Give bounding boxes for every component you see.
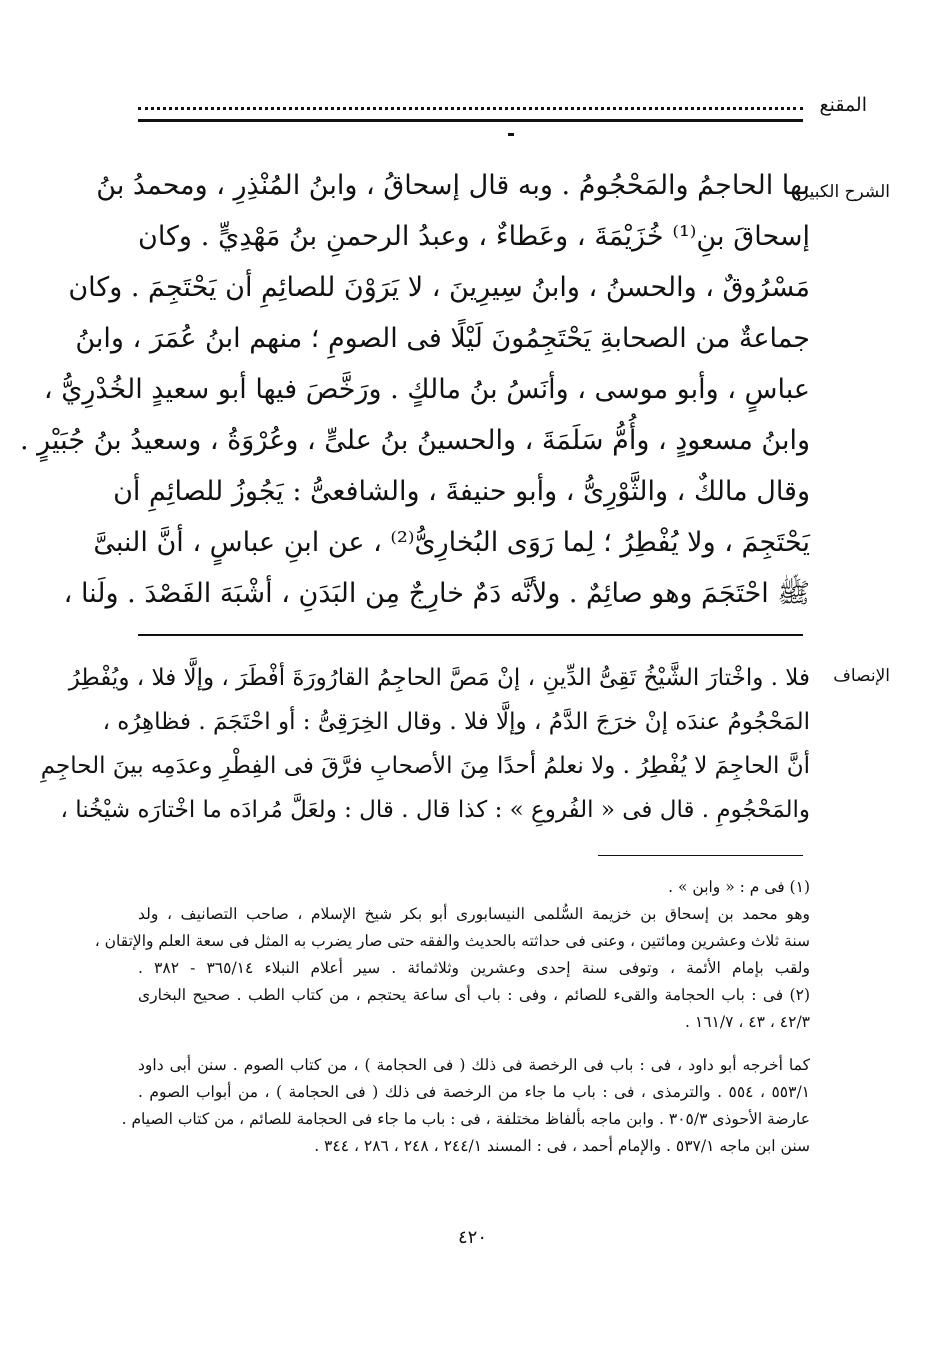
header-dotted-leader xyxy=(138,96,803,110)
main-line: ﷺ احْتَجَمَ وهو صائِمٌ . ولأنَّه دَمٌ خارِجٌ مِن البَدَنِ ، أشْبَهَ الفَصْدَ . ولَنا ، xyxy=(63,578,810,609)
footnote-separator xyxy=(598,855,803,856)
footnote-line: (١) فى م : « وابن » . xyxy=(668,878,810,896)
footnotes-block xyxy=(94,874,811,1160)
main-line: بها الحاجمُ والمَحْجُومُ . وبه قال إسحاقُ ، وابنُ المُنْذِرِ ، ومحمدُ بنُ xyxy=(96,170,810,201)
insaf-line: أنَّ الحاجِمَ لا يُفْطِرُ . ولا نعلمُ أحدًا مِنَ الأصحابِ فرَّقَ فى الفِطْرِ وعدَمِه بينَ الحاجِمِ xyxy=(40,753,810,779)
insaf-line: المَحْجُومُ عندَه إنْ خرَجَ الدَّمُ ، وإلَّا فلا . وقال الخِرَقِىُّ : أو احْتَجَمَ . فظاهِرُه ، xyxy=(102,709,810,735)
page-number: ٤٢٠ xyxy=(457,1227,487,1248)
main-line: وابنُ مسعودٍ ، وأُمُّ سَلَمَةَ ، والحسينُ بنُ علىٍّ ، وعُرْوَةُ ، وسعيدُ بنُ جُبَيْرٍ . xyxy=(19,425,810,456)
insaf-line: والمَحْجُومِ . قال فى « الفُروعِ » : كذا قال . قال : ولعَلَّ مُرادَه ما اخْتارَه شيْخُنا ، xyxy=(60,797,810,823)
main-line: إسحاقَ بنِ⁽¹⁾ خُزَيْمَةَ ، وعَطاءٌ ، وعبدُ الرحمنِ بنُ مَهْدِيٍّ . وكان xyxy=(138,221,810,252)
footnote-line: ولقب بإمام الأئمة ، وتوفى سنة إحدى وعشرين وثلاثمائة . سير أعلام النبلاء ٣٦٥/١٤ - ٣٨٢ . xyxy=(138,959,811,977)
main-section-label: الشرح الكبير xyxy=(800,182,890,202)
main-line: عباسٍ ، وأبو موسى ، وأنَسُ بنُ مالكٍ . ورَخَّصَ فيها أبو سعيدٍ الخُدْرِيُّ ، xyxy=(43,374,810,405)
header-title: المقنع xyxy=(819,94,867,116)
footnote-line: وهو محمد بن إسحاق بن خزيمة السُّلمى النيسابورى أبو بكر شيخ الإسلام ، صاحب التصانيف ، ولد xyxy=(138,905,810,923)
header-rule xyxy=(138,119,803,122)
footnote-line: ٤٢/٣ ، ٤٣ ، ١٦١/٧ . xyxy=(685,1013,810,1031)
main-line: يَحْتَجِمَ ، ولا يُفْطِرُ ؛ لِما رَوَى البُخارِىُّ⁽²⁾ ، عن ابنِ عباسٍ ، أنَّ النبىَّ xyxy=(93,527,810,558)
main-line: جماعةٌ من الصحابةِ يَحْتَجِمُونَ لَيْلًا فى الصومِ ؛ منهم ابنُ عُمَرَ ، وابنُ xyxy=(75,323,810,354)
footnote-line: ٥٥٣/١ ، ٥٥٤ . والترمذى ، فى : باب ما جاء من الرخصة فى ذلك ( فى الحجامة ) ، من أبواب الصوم . xyxy=(138,1083,810,1101)
footnote-line: كما أخرجه أبو داود ، فى : باب فى الرخصة فى ذلك ( فى الحجامة ) ، من كتاب الصوم . سنن أبى داود xyxy=(138,1056,810,1074)
insaf-section-label: الإنصاف xyxy=(833,666,890,686)
insaf-text-block xyxy=(40,656,810,832)
insaf-line: فلا . واخْتارَ الشَّيْخُ تَقِىُّ الدِّينِ ، إنْ مَصَّ الحاجِمُ القارُورَةَ أفْطَرَ ، وإلَّا فلا ، ويُفْطِرُ xyxy=(68,665,810,691)
main-line: مَسْرُوقٌ ، والحسنُ ، وابنُ سِيرِينَ ، لا يَرَوْنَ للصائِمِ أن يَحْتَجِمَ . وكان xyxy=(68,272,810,303)
footnote-line: (٢) فى : باب الحجامة والقىء للصائم ، وفى : باب أى ساعة يحتجم ، من كتاب الطب . صحيح البخارى xyxy=(138,986,810,1004)
footnote-line: سنة ثلاث وعشرين ومائتين ، وعنى فى حداثته بالحديث والفقه حتى صار يضرب به المثل فى سعة العلم والإتقان ، xyxy=(94,932,810,950)
main-line: وقال مالكٌ ، والثَّوْرِىُّ ، وأبو حنيفةَ ، والشافعىُّ : يَجُوزُ للصائِمِ أن xyxy=(113,476,810,507)
main-text-block xyxy=(19,160,810,619)
footnote-line: عارضة الأحوذى ٣٠٥/٣ . وابن ماجه بألفاظ مختلفة ، فى : باب ما جاء فى الحجامة للصائم ، من كتاب الصيام . xyxy=(121,1110,810,1128)
section-divider xyxy=(138,634,803,636)
footnote-line: سنن ابن ماجه ٥٣٧/١ . والإمام أحمد ، فى : المسند ٢٤٤/١ ، ٢٤٨ ، ٢٨٦ ، ٣٤٤ . xyxy=(314,1137,810,1155)
header-rule-tick xyxy=(508,133,514,136)
